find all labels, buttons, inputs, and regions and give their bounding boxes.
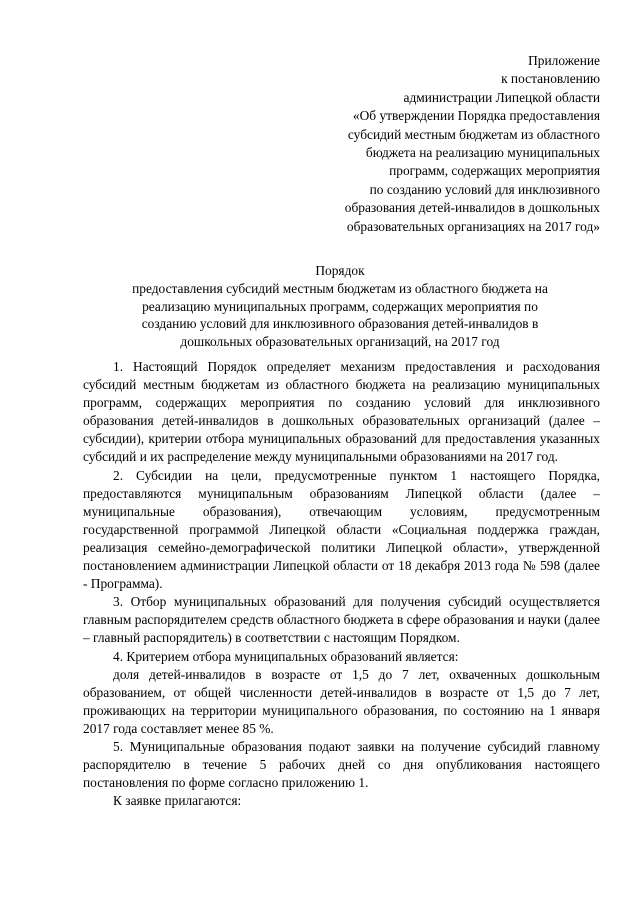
title-line: реализацию муниципальных программ, содержащих мероприятия по — [142, 298, 538, 314]
appendix-line: программ, содержащих мероприятия — [389, 163, 600, 179]
title-line: созданию условий для инклюзивного образования детей-инвалидов в — [141, 316, 539, 332]
paragraph-3: 3. Отбор муниципальных образований для получения субсидий осуществляется главным распорядителем средств областного бюджета в сфере образования и науки (далее – главный распорядитель) в соответствии с настоящим Порядком. — [83, 594, 600, 646]
appendix-line: субсидий местным бюджетам из областного — [347, 126, 600, 142]
appendix-header — [300, 52, 600, 236]
appendix-line: образовательных организациях на 2017 год» — [346, 218, 600, 234]
appendix-line: образования детей-инвалидов в дошкольных — [344, 200, 600, 216]
appendix-line: бюджета на реализацию муниципальных — [365, 145, 600, 161]
paragraph-2: 2. Субсидии на цели, предусмотренные пунктом 1 настоящего Порядка, предоставляются муниципальным образованиям Липецкой области (далее – муниципальные образования), отвечающим условиям, предусмотренным государственной программой Липецкой области «Социальная поддержка граждан, реализация семейно-демографической политики Липецкой области», утвержденной постановлением администрации Липецкой области от 18 декабря 2013 года № 598 (далее - Программа). — [83, 467, 600, 592]
paragraph-attachments: К заявке прилагаются: — [113, 793, 242, 809]
document-title — [60, 262, 620, 350]
appendix-line: «Об утверждении Порядка предоставления — [352, 108, 600, 124]
appendix-line: по созданию условий для инклюзивного — [369, 181, 600, 197]
paragraph-4-criterion: доля детей-инвалидов в возрасте от 1,5 до 7 лет, охваченных дошкольным образованием, от общей численности детей-инвалидов в возрасте от 1,5 до 7 лет, проживающих на территории муниципального образования, по состоянию на 1 января 2017 года составляет менее 85 %. — [83, 666, 600, 736]
paragraph-4: 4. Критерием отбора муниципальных образований является: — [113, 648, 459, 664]
title-heading: Порядок — [315, 263, 365, 278]
appendix-line: Приложение — [528, 53, 600, 68]
appendix-line: к постановлению — [501, 71, 600, 87]
paragraph-5: 5. Муниципальные образования подают заявки на получение субсидий главному распорядителю в течение 5 рабочих дней со дня опубликования настоящего постановления по форме согласно приложению 1. — [83, 738, 600, 791]
title-line: предоставления субсидий местным бюджетам из областного бюджета на — [132, 281, 548, 297]
document-body — [83, 358, 600, 810]
appendix-line: администрации Липецкой области — [403, 89, 600, 105]
title-line: дошкольных образовательных организаций, на 2017 год — [180, 333, 500, 349]
paragraph-1: 1. Настоящий Порядок определяет механизм предоставления и расходования субсидий местным бюджетам из областного бюджета на реализацию муниципальных программ, содержащих мероприятия по созданию условий для инклюзивного образования детей-инвалидов в дошкольных образовательных организаций (далее – субсидии), критерии отбора муниципальных образований для предоставления указанных субсидий и их распределение между муниципальными образованиями на 2017 год. — [83, 359, 600, 465]
